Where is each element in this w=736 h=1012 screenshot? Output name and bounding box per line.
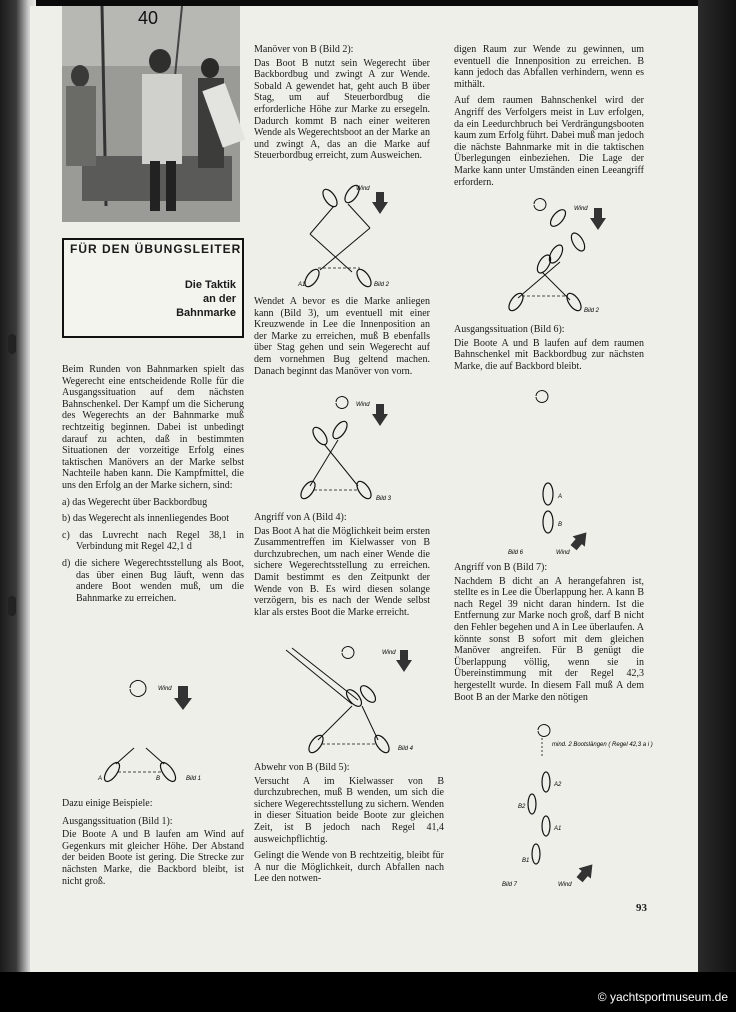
wind-label: Wind [556, 550, 570, 556]
page-number: 93 [636, 902, 647, 914]
binder-hole [8, 334, 16, 354]
diagram-bild-6 [500, 390, 600, 558]
section-subtitle [176, 278, 236, 320]
diagram-bild-4 [282, 644, 432, 754]
bild-5-caption: Bild 2 [584, 308, 600, 314]
text-bild-3: Wendet A bevor es die Marke anliegen kann (Bild 3), um eventuell mit einer Kreuzwende in Lee die Innenposition an der Marke zu erreichen, muß B ebenfalls über Stag gehen und sein Wegerecht auf dem vornehmen Bug geltend machen. Danach beginnt das Manöver von vorn. [254, 296, 430, 377]
heading-bild-5: Abwehr von B (Bild 5): [254, 762, 350, 773]
column-2-bottom [254, 762, 444, 890]
diagram-bild-1 [90, 668, 240, 788]
text-bild-5c: digen Raum zur Wende zu gewinnen, um eventuell die Innenposition zu erreichen. B kann jedoch das Abfallen verhindern, wenn es mithält. [454, 44, 644, 90]
bild-7-note: mind. 2 Bootslängen ( Regel 42,3 a i ) [552, 742, 653, 748]
boat-a-label: A [98, 776, 103, 782]
wind-label: Wind [356, 186, 370, 192]
boat-a1-label: A1 [554, 826, 562, 832]
section-box [62, 238, 244, 338]
text-bild-5: Versucht A im Kielwasser von B durchzubrechen, muß B wenden, um sich die sichere Wegerechtsstellung zu sichern. Wenden in dieser Situation beide Boote zur gleichen Zeit, ist B jedoch nach Regel 41,4 ausweichpflichtig. [254, 775, 444, 845]
intro-text: Beim Runden von Bahnmarken spielt das Wegerecht eine entscheidende Rolle für die Ausgangssituation auf dem nächsten Bahnschenkel. Der Kampf um die Sicherung des Wegerechts an der Bahnmarke muß rechtzeitig beginnen. Dabei ist unbedingt darauf zu achten, daß in bestimmten Situationen der vorzeitige Erfolg eines taktischen Manövers an der Marke selbst Nachteile haben kann. Die Kampfmittel, die uns den Erfolg an der Marke sichern, sind: [62, 364, 244, 491]
column-1-bottom [62, 798, 244, 892]
list-item: c) das Luvrecht nach Regel 38,1 in Verbindung mit Regel 42,1 d [62, 529, 244, 553]
wind-label: Wind [574, 206, 588, 212]
bild-7-caption: Bild 7 [502, 882, 518, 888]
text-bild-5b: Gelingt die Wende von B rechtzeitig, bleibt für A nur die Möglichkeit, durch Abfallen nach Lee den notwen- [254, 850, 444, 885]
column-2-mid [254, 296, 430, 382]
text-bild-6: Die Boote A und B laufen auf dem raumen Bahnschenkel mit Backbordbug zur nächsten Marke, die auf Backbord bleibt. [454, 337, 644, 372]
book-edge [698, 0, 736, 1012]
boat-a-label: A [558, 494, 563, 500]
text-bild-1: Die Boote A und B laufen am Wind auf Gegenkurs mit gleicher Höhe. Der Abstand der beiden Boote ist gering. Die Strecke zur nächsten Marke, die Backbord bleibt, ist nicht groß. [62, 829, 244, 887]
heading-bild-2: Manöver von B (Bild 2): [254, 44, 354, 55]
bild-4-caption: Bild 4 [398, 746, 414, 752]
subtitle-line: an der [202, 293, 236, 305]
list-item: d) die sichere Wegerechtsstellung als Boot, das über einen Bug läuft, wenn das andere Boot wenden muß, um die Bahnmarke zu erreichen. [62, 557, 244, 604]
column-1 [62, 364, 244, 609]
boat-a2-label: A2 [554, 782, 562, 788]
bild-2-caption: Bild 2 [374, 282, 390, 288]
wind-label: Wind [158, 686, 172, 692]
wind-label: Wind [356, 402, 370, 408]
text-bild-5d: Auf dem raumen Bahnschenkel wird der Angriff des Verfolgers meist in Luv erfolgen, da ein Leedurchbruch bei Verdrängungsbooten kaum zum Erfolg führt. Dabei muß man jedoch die nächste Bahnmarke mit in die taktischen Überlegungen einbeziehen. Die Lage der Marke kann unter Umständen einen Leeangriff erfordern. [454, 95, 644, 188]
column-3-lower [454, 562, 644, 708]
photo-sailors [62, 6, 240, 222]
column-3-mid [454, 324, 644, 377]
tactic-list [62, 497, 244, 605]
bild-6-caption: Bild 6 [508, 550, 524, 556]
text-bild-2: Das Boot B nutzt sein Wegerecht über Backbordbug und zwingt A zur Wende. Sobald A gewendet hat, geht auch B über Stag, um auf Steuerbordbug die erforderliche Höhe zur Marke zu ersegeln. Dadurch kommt B nach einer weiteren Wende als Wegerechtsboot an der Marke an und zwingt A, das an die Marke auf Steuerbordbug erreicht, zum Ausweichen. [254, 57, 430, 162]
subtitle-line: Bahnmarke [176, 307, 236, 319]
heading-bild-6: Ausgangssituation (Bild 6): [454, 324, 565, 335]
heading-bild-4: Angriff von A (Bild 4): [254, 512, 347, 523]
subtitle-line: Die Taktik [184, 279, 236, 291]
bild-1-caption: Bild 1 [186, 776, 202, 782]
examples-text: Dazu einige Beispiele: [62, 798, 153, 809]
bild-3-caption: Bild 3 [376, 496, 392, 502]
boat-b2-label: B2 [518, 804, 526, 810]
binder-hole [8, 596, 16, 616]
diagram-bild-7 [496, 722, 653, 890]
diagram-bild-2 [290, 178, 410, 290]
boat-b1-label: B1 [522, 858, 530, 864]
wind-label: Wind [382, 650, 396, 656]
text-bild-7: Nachdem B dicht an A herangefahren ist, stellte es in Lee die Überlappung her. A kann B nach Regel 39 nicht daran hindern. Ist die Entfernung zur Marke noch groß, darf B nicht den Fehler begehen und A in Lee überlaufen. A könnte sonst B sofort mit dem gleichen Manöver angreifen. Für B genügt die Überlappung völlig, wenn sie in Übereinstimmung mit der Regel 42,3 hergestellt wurde. In diesem Fall muß A dem Boot B an der Marke den nötigen [454, 575, 644, 703]
column-2-top [254, 44, 430, 167]
list-item: a) das Wegerecht über Backbordbug [62, 496, 208, 508]
footer-bar [0, 972, 736, 1012]
column-2-lower [254, 512, 430, 623]
wind-label: Wind [558, 882, 572, 888]
boat-b-label: B [558, 522, 563, 528]
heading-bild-1: Ausgangssituation (Bild 1): [62, 815, 173, 827]
photo-sail-number: 40 [138, 8, 159, 28]
list-item: b) das Wegerecht als innenliegendes Boot [62, 513, 230, 525]
copyright-text[interactable]: © yachtsportmuseum.de [597, 990, 728, 1004]
boat-a1-label: A1 [298, 282, 306, 288]
column-3-top [454, 44, 644, 193]
section-title: FÜR DEN ÜBUNGSLEITER [70, 242, 242, 256]
diagram-bild-3 [290, 394, 410, 504]
boat-b-label: B [156, 776, 161, 782]
text-bild-4: Das Boot A hat die Möglichkeit beim ersten Zusammentreffen im Kielwasser von B durchzubrechen, um nach einer Wende die sichere Wegerechtsstellung zu erreichen. Damit bestimmt es den Zeitpunkt der Wende von B. Es wird diesen solange verzögern, bis es nach der Wende selbst klar als erstes Boot die Marke erreicht. [254, 525, 430, 618]
heading-bild-7: Angriff von B (Bild 7): [454, 562, 548, 573]
diagram-bild-5 [500, 198, 620, 316]
